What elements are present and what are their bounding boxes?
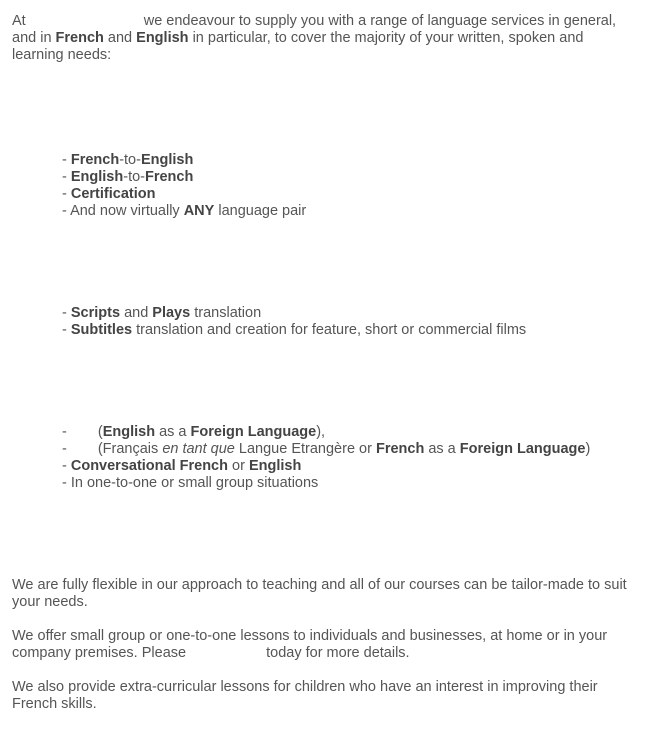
list-item: - English-to-French	[62, 169, 194, 185]
list-item: - French-to-English	[62, 152, 194, 168]
intro-french: French	[55, 30, 104, 46]
list-item: - In one-to-one or small group situations	[62, 475, 319, 491]
list-item: - Subtitles translation and creation for feature, short or commercial films	[62, 322, 527, 338]
list-item: - And now virtually ANY language pair	[62, 203, 307, 219]
flexible-paragraph: We are fully flexible in our approach to teaching and all of our courses can be tailor-made to suit your needs.	[12, 577, 627, 610]
list-item: - Conversational French or English	[62, 458, 302, 474]
intro-english: English	[136, 30, 189, 46]
lessons-paragraph	[12, 628, 638, 662]
intro-text: we endeavour to supply you with a range of language services in general, and in	[12, 13, 617, 46]
teaching-list	[62, 424, 637, 492]
list-item: - (English as a Foreign Language),	[62, 424, 326, 440]
intro-text: and	[107, 30, 133, 46]
list-item: - (Français en tant que Langue Etrangère or French as a Foreign Language)	[62, 441, 591, 457]
translation-list	[62, 152, 637, 220]
intro-text: At	[12, 13, 26, 29]
lessons-text: We offer small group or one-to-one lessons to individuals and businesses, at home or in your company premises. Please	[12, 628, 608, 661]
lessons-text: today for more details.	[266, 645, 410, 661]
children-paragraph: We also provide extra-curricular lessons for children who have an interest in improving their French skills.	[12, 679, 598, 712]
media-list	[62, 305, 637, 339]
list-item: - Certification	[62, 186, 156, 202]
intro-text: in particular, to cover the majority of your written, spoken and learning needs:	[12, 30, 584, 63]
intro-paragraph	[12, 13, 638, 64]
list-item: - Scripts and Plays translation	[62, 305, 262, 321]
